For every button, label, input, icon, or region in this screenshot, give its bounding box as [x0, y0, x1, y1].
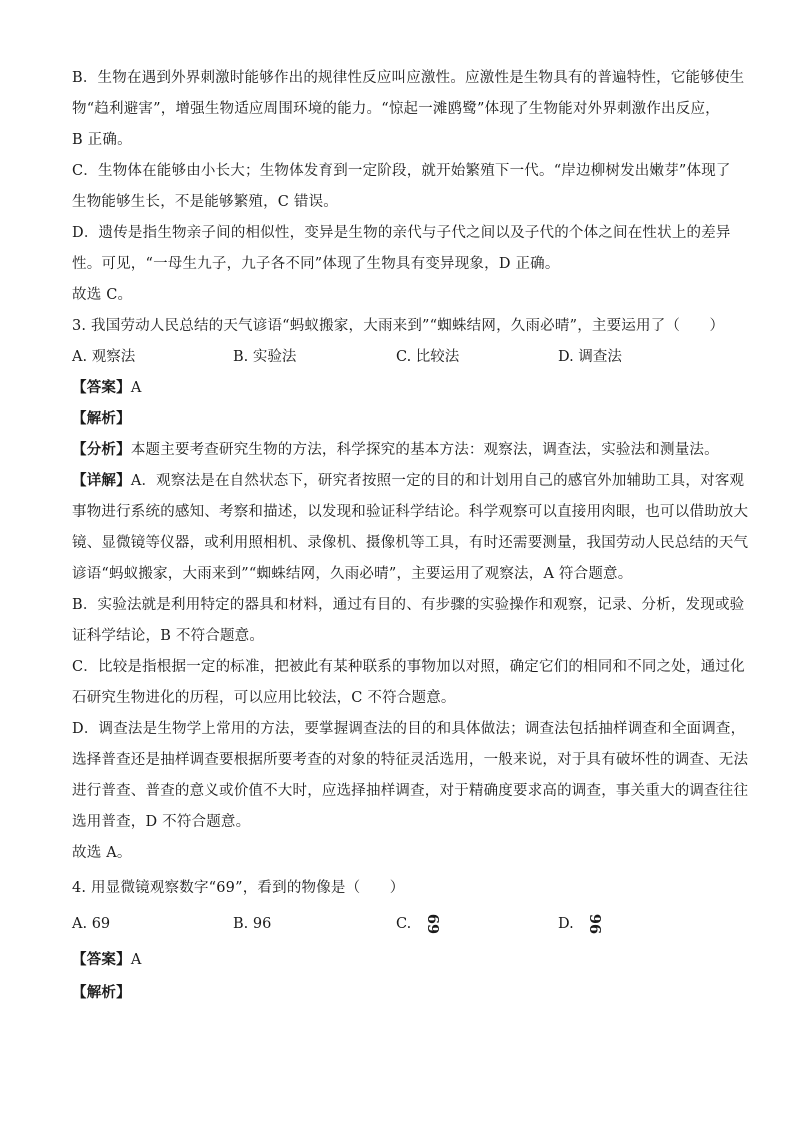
rotated-digits: 96: [586, 913, 604, 935]
answer-value: A: [130, 380, 142, 396]
text-line: 选择普查还是抽样调查要根据所要考查的对象的特征灵活选用，一般来说，对于具有破坏性的调查、无法: [72, 752, 749, 768]
text-line: 事物进行系统的感知、考察和描述，以发现和验证科学结论。科学观察可以直接用肉眼，也可以借助放大: [72, 504, 749, 520]
text-line: D．遗传是指生物亲子间的相似性，变异是生物的亲代与子代之间以及子代的个体之间在性状上的差异: [72, 225, 731, 241]
q4-option-d: [558, 914, 605, 934]
option-letter: D.: [558, 916, 579, 932]
option-letter: C.: [396, 916, 416, 932]
q3-option-d: D. 调查法: [558, 349, 622, 365]
q3-option-b: B. 实验法: [233, 349, 297, 365]
question-4-stem: 4. 用显微镜观察数字“69”，看到的物像是（ ）: [72, 880, 405, 896]
q4-analysis-label: 【解析】: [72, 984, 131, 1001]
q4-option-b: [233, 914, 271, 934]
text-line: 生物能够生长，不是能够繁殖，C 错误。: [72, 194, 339, 210]
q3-option-c: C. 比较法: [396, 349, 460, 365]
q4-answer: [72, 950, 141, 970]
text-line: B．生物在遇到外界刺激时能够作出的规律性反应叫应激性。应激性是生物具有的普遍特性，它能够使生: [72, 70, 745, 86]
q3-answer: [72, 378, 141, 398]
text-line: 证科学结论，B 不符合题意。: [72, 628, 265, 644]
q4-option-c: [396, 914, 442, 934]
text-line: 进行普查、普查的意义或价值不大时，应选择抽样调查，对于精确度要求高的调查，事关重大的调查往往: [72, 783, 749, 799]
q3-analysis-label: 【解析】: [72, 410, 131, 427]
q3-detail-first: [72, 471, 744, 491]
text-line: D．调查法是生物学上常用的方法，要掌握调查法的目的和具体做法；调查法包括抽样调查和全面调查，: [72, 721, 746, 737]
answer-value: A: [130, 952, 142, 968]
fenxi-text: 本题主要考查研究生物的方法，科学探究的基本方法：观察法，调查法，实验法和测量法。: [130, 442, 719, 458]
detail-label: 【详解】: [72, 472, 131, 489]
text-line: 物“趋利避害”，增强生物适应周围环境的能力。“惊起一滩鸥鹭”体现了生物能对外界刺激作出反应，: [72, 101, 720, 117]
answer-label: 【答案】: [72, 951, 131, 968]
text-line: 选用普查，D 不符合题意。: [72, 814, 251, 830]
answer-label: 【答案】: [72, 379, 131, 396]
text-line: 故选 C。: [72, 287, 133, 303]
text-line: C．比较是指根据一定的标准，把被此有某种联系的事物加以对照，确定它们的相同和不同之处，通过化: [72, 659, 745, 675]
text-line: C．生物体在能够由小长大；生物体发育到一定阶段，就开始繁殖下一代。“岸边柳树发出嫩芽”体现了: [72, 163, 731, 179]
text-line: B 正确。: [72, 132, 132, 148]
option-letter: A.: [72, 916, 92, 932]
text-line: 石研究生物进化的历程，可以应用比较法，C 不符合题意。: [72, 690, 456, 706]
text-line: 谚语“蚂蚁搬家，大雨来到”“蜘蛛结网，久雨必晴”，主要运用了观察法，A 符合题意。: [72, 566, 633, 582]
rotated-digits: 69: [423, 913, 441, 935]
text-line: B．实验法就是利用特定的器具和材料，通过有目的、有步骤的实验操作和观察，记录、分析，发现或验: [72, 597, 745, 613]
fenxi-label: 【分析】: [72, 441, 131, 458]
detail-text: A．观察法是在自然状态下，研究者按照一定的目的和计划用自己的感官外加辅助工具，对客观: [130, 473, 745, 489]
q3-option-a: A. 观察法: [72, 349, 136, 365]
q4-option-a: [72, 914, 110, 934]
q3-fenxi: [72, 440, 719, 460]
option-letter: B.: [233, 916, 253, 932]
text-line: 性。可见，“一母生九子，九子各不同”体现了生物具有变异现象，D 正确。: [72, 256, 560, 272]
text-line: 镜、显微镜等仪器，或利用照相机、录像机、摄像机等工具，有时还需要测量，我国劳动人民总结的天气: [72, 535, 749, 551]
option-text: 96: [252, 916, 272, 932]
text-line: 故选 A。: [72, 845, 132, 861]
question-3-stem: 3. 我国劳动人民总结的天气谚语“蚂蚁搬家，大雨来到”“蜘蛛结网，久雨必晴”，主要运用了（ ）: [72, 318, 725, 334]
option-text: 69: [91, 916, 111, 932]
